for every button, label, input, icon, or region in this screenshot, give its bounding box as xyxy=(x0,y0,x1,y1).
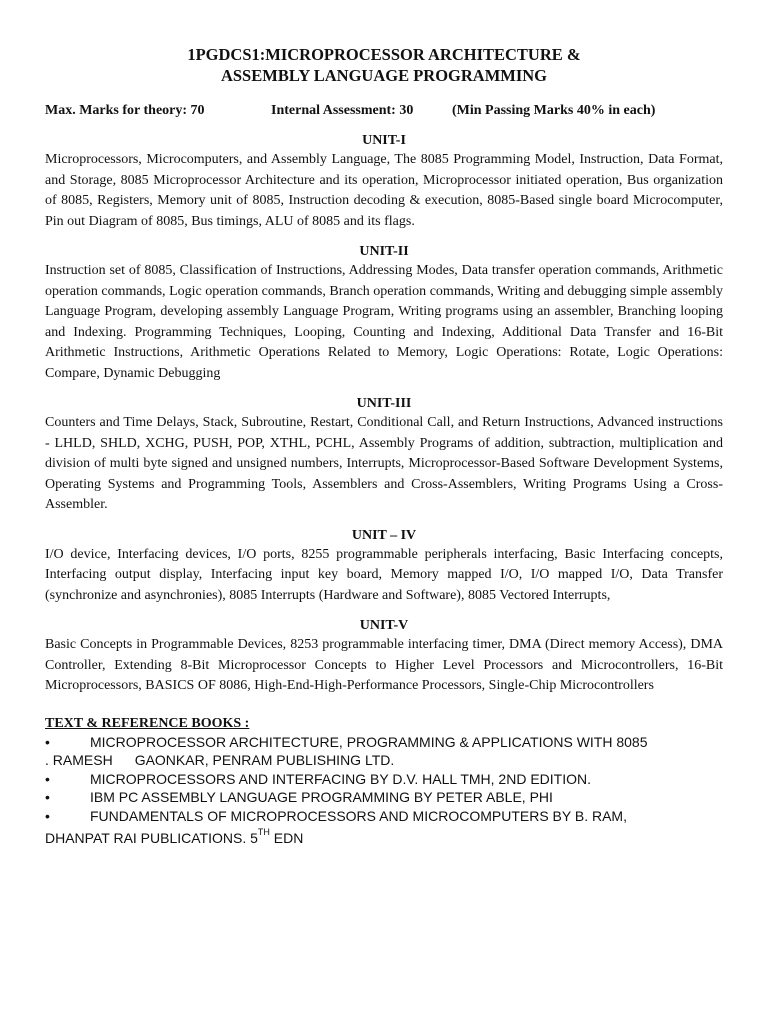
book-2-text: MICROPROCESSORS AND INTERFACING BY D.V. HALL TMH, 2ND EDITION. xyxy=(90,770,591,787)
syllabus-page xyxy=(45,44,723,848)
book-item-4 xyxy=(45,807,723,826)
book-4-end: EDN xyxy=(273,830,304,846)
course-title-line-1: 1PGDCS1:MICROPROCESSOR ARCHITECTURE & xyxy=(187,45,581,64)
book-4-text: FUNDAMENTALS OF MICROPROCESSORS AND MICROCOMPUTERS BY B. RAM, xyxy=(90,807,627,824)
book-list xyxy=(45,733,723,848)
bullet-icon: • xyxy=(45,770,50,787)
unit-4-section xyxy=(45,527,723,607)
book-1-cont-a: . RAMESH xyxy=(45,752,113,768)
book-item-2 xyxy=(45,770,723,789)
bullet-icon: • xyxy=(45,807,50,824)
book-4-cont: DHANPAT RAI PUBLICATIONS. 5 xyxy=(45,830,258,846)
internal-assessment: Internal Assessment: 30 xyxy=(271,103,414,118)
course-title-line-2: ASSEMBLY LANGUAGE PROGRAMMING xyxy=(220,66,548,85)
book-item-3 xyxy=(45,788,723,807)
unit-5-section xyxy=(45,617,723,697)
unit-4-body: I/O device, Interfacing devices, I/O ports, 8255 programmable peripherals interfacing, Basic Interfacing concepts, Interfacing output display, Interfacing input key board, Memory mapped I/O, I/O mapped I/O, Data Transfer (synchronize and asynchronies), 8085 Interrupts (Hardware and Software), 8085 Vectored Interrupts, xyxy=(45,546,723,603)
unit-2-section xyxy=(45,243,723,384)
books-heading: TEXT & REFERENCE BOOKS : xyxy=(45,715,250,731)
unit-1-section xyxy=(45,132,723,232)
unit-1-title: UNIT-I xyxy=(362,133,406,148)
theory-marks: Max. Marks for theory: 70 xyxy=(45,103,205,118)
unit-5-title: UNIT-V xyxy=(359,618,409,633)
unit-3-section xyxy=(45,395,723,516)
book-3-text: IBM PC ASSEMBLY LANGUAGE PROGRAMMING BY PETER ABLE, PHI xyxy=(90,789,553,805)
bullet-icon: • xyxy=(45,733,50,750)
book-item-1 xyxy=(45,733,723,752)
course-title xyxy=(45,44,723,86)
book-1-cont-b: GAONKAR, PENRAM PUBLISHING LTD. xyxy=(134,752,395,768)
unit-3-title: UNIT-III xyxy=(356,396,412,411)
bullet-icon: • xyxy=(45,789,50,805)
unit-4-title: UNIT – IV xyxy=(351,527,417,543)
unit-1-body: Microprocessors, Microcomputers, and Assembly Language, The 8085 Programming Model, Instruction, Data Format, and Storage, 8085 Microprocessor Architecture and its operation, Microprocessor initiated operation, Bus organization of 8085, Registers, Memory unit of 8085, Instruction decoding & execution, 8085-Based single board Microcomputer, Pin out Diagram of 8085, Bus timings, ALU of 8085 and its flags. xyxy=(45,152,723,229)
book-item-1-continuation xyxy=(45,751,723,770)
unit-2-body: Instruction set of 8085, Classification of Instructions, Addressing Modes, Data transfer operation commands, Arithmetic operation commands, Logic operation commands, Branch operation commands, Writing and debugging simple assembly Language Program, developing assembly Language Program, Writing programs using an assembler, Branching looping and Indexing. Programming Techniques, Looping, Counting and Indexing, Additional Data Transfer and 16-Bit Arithmetic Instructions, Arithmetic Operations Related to Memory, Logic Operations: Rotate, Logic Operations: Compare, Dynamic Debugging xyxy=(45,263,723,381)
unit-5-body: Basic Concepts in Programmable Devices, 8253 programmable interfacing timer, DMA (Direct memory Access), DMA Controller, Extending 8-Bit Microprocessor Concepts to Higher Level Processors and Microcontrollers, 16-Bit Microprocessors, BASICS OF 8086, High-End-High-Performance Processors, Single-Chip Microcontrollers xyxy=(45,637,723,693)
passing-marks: (Min Passing Marks 40% in each) xyxy=(452,103,656,118)
marks-row xyxy=(45,102,723,120)
book-4-superscript: TH xyxy=(257,827,270,837)
book-item-4-continuation xyxy=(45,829,723,848)
unit-2-title: UNIT-II xyxy=(359,244,409,259)
unit-3-body: Counters and Time Delays, Stack, Subroutine, Restart, Conditional Call, and Return Instructions, Advanced instructions - LHLD, SHLD, XCHG, PUSH, POP, XTHL, PCHL, Assembly Programs of addition, subtraction, multiplication and division of multi byte signed and unsigned numbers, Interrupts, Microprocessor-Based Software Development Systems, Operating Systems and Programming Tools, Assemblers and Cross-Assemblers, Writing Programs Using a Cross- Assembler. xyxy=(45,415,723,512)
book-1-text: MICROPROCESSOR ARCHITECTURE, PROGRAMMING & APPLICATIONS WITH 8085 xyxy=(90,733,648,750)
